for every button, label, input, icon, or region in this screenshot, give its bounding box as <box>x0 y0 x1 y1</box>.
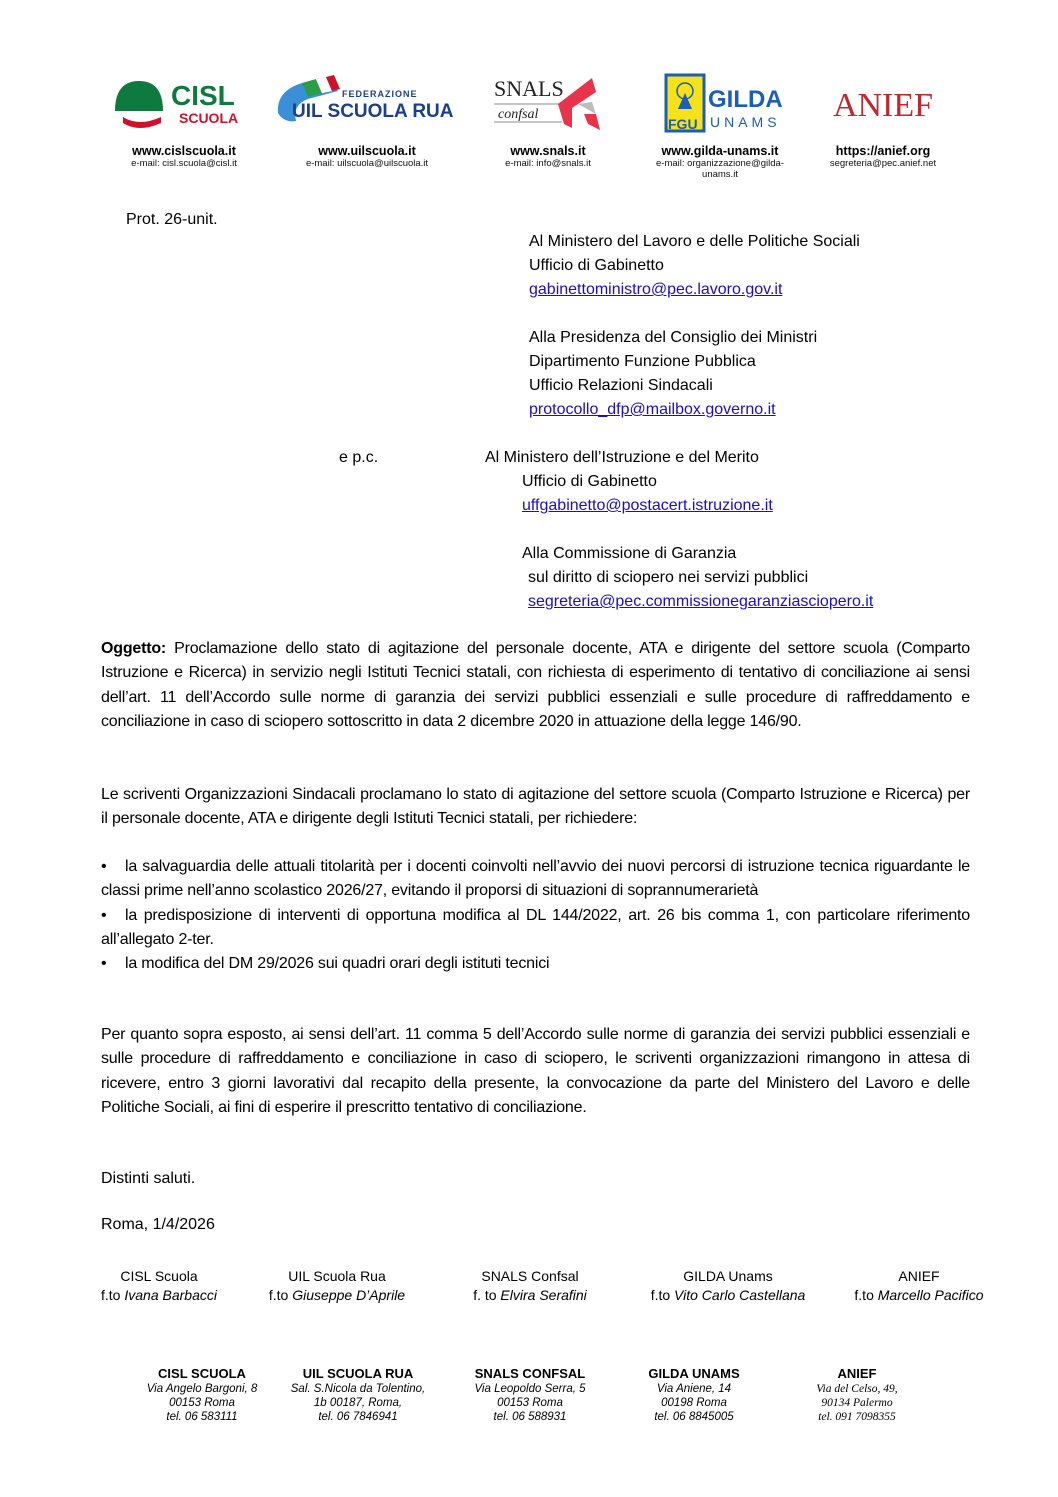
recipient-ministero-lavoro <box>529 230 860 302</box>
recipient-email-link[interactable]: uffgabinetto@postacert.istruzione.it <box>522 497 773 514</box>
gilda-emblem-icon <box>652 73 788 133</box>
anief-email[interactable]: segreteria@pec.anief.net <box>829 158 937 169</box>
svg-text:CISL: CISL <box>171 80 235 111</box>
request-item: • la modifica del DM 29/2026 sui quadri orari degli istituti tecnici <box>101 952 970 976</box>
anief-website[interactable]: https://anief.org <box>835 144 931 158</box>
footer-org: CISL SCUOLA <box>158 1366 246 1381</box>
signature-org: CISL Scuola <box>120 1268 198 1284</box>
recipient-line: sul diritto di sciopero nei servizi pubblici <box>528 569 809 586</box>
snals-logo <box>478 72 618 134</box>
place-date: Roma, 1/4/2026 <box>101 1216 215 1233</box>
bullet-icon: • <box>101 858 107 875</box>
recipient-email-link[interactable]: gabinettoministro@pec.lavoro.gov.it <box>529 281 783 298</box>
footer-org: GILDA UNAMS <box>648 1366 740 1381</box>
recipient-line: Alla Commissione di Garanzia <box>522 545 737 562</box>
cc-label: e p.c. <box>339 449 379 466</box>
uil-website[interactable]: www.uilscuola.it <box>318 144 416 158</box>
request-item: • la salvaguardia delle attuali titolarità per i docenti coinvolti nell’avvio dei nuovi percorsi di istruzione tecnica riguardante le classi prime nell’anno scolastico 2026/27, evitando il proporsi di situazioni di soprannumerarietà <box>101 855 970 904</box>
signatory-name: Ivana Barbacci <box>124 1287 217 1303</box>
recipient-line: Alla Presidenza del Consiglio dei Ministri <box>529 329 818 346</box>
snals-website[interactable]: www.snals.it <box>510 144 586 158</box>
cisl-emblem-icon <box>109 75 259 131</box>
recipient-line: Ufficio di Gabinetto <box>522 473 657 490</box>
signature-org: UIL Scuola Rua <box>288 1268 386 1284</box>
signatory-name: Vito Carlo Castellana <box>674 1287 806 1303</box>
recipient-line: Al Ministero dell’Istruzione e del Merito <box>485 449 759 466</box>
recipient-ministero-istruzione <box>485 446 773 518</box>
gilda-email[interactable]: e-mail: organizzazione@gilda-unams.it <box>656 158 784 180</box>
svg-text:UIL SCUOLA RUA: UIL SCUOLA RUA <box>292 101 454 122</box>
signature-gilda: GILDA Unams f.to Vito Carlo Castellana <box>628 1267 828 1305</box>
org-snals <box>478 72 618 169</box>
anief-emblem-icon <box>823 78 943 128</box>
signatory-name: Marcello Pacifico <box>877 1287 984 1303</box>
snals-email[interactable]: e-mail: info@snals.it <box>505 158 591 169</box>
footer-address-uil: UIL SCUOLA RUA Sal. S.Nicola da Tolentino, 1b 00187, Roma, tel. 06 7846941 <box>286 1366 430 1424</box>
footer-org: SNALS CONFSAL <box>474 1366 586 1381</box>
org-anief <box>808 72 958 169</box>
subject-label: Oggetto: <box>101 640 167 657</box>
bullet-icon: • <box>101 955 107 973</box>
recipient-presidenza-consiglio <box>529 326 817 422</box>
svg-text:confsal: confsal <box>498 107 539 122</box>
closing-paragraph: Per quanto sopra esposto, ai sensi dell’art. 11 comma 5 dell’Accordo sulle norme di garanzia dei servizi pubblici essenziali e sulle procedure di raffreddamento e conciliazione in caso di sciopero, le scriventi organizzazioni rimangono in attesa di ricevere, entro 3 giorni lavorativi dal recapito della presente, la convocazione da parte del Ministero del Lavoro e delle Politiche Sociali, ai fini di esperire il prescritto tentativo di conciliazione. <box>101 1026 970 1116</box>
cisl-email[interactable]: e-mail: cisl.scuola@cisl.it <box>131 158 237 169</box>
svg-text:SCUOLA: SCUOLA <box>179 110 239 126</box>
svg-text:ANIEF: ANIEF <box>832 87 934 124</box>
footer-org: UIL SCUOLA RUA <box>302 1366 414 1381</box>
recipient-commissione-garanzia <box>522 542 873 614</box>
org-uil <box>272 72 462 169</box>
org-cisl <box>104 72 264 169</box>
protocol-number: Prot. 26-unit. <box>126 211 218 228</box>
signature-anief: ANIEF f.to Marcello Pacifico <box>836 1267 1002 1305</box>
recipient-line: Dipartimento Funzione Pubblica <box>529 353 756 370</box>
recipient-line: Ufficio di Gabinetto <box>529 257 664 274</box>
uil-emblem-icon <box>272 73 462 133</box>
signature-snals: SNALS Confsal f. to Elvira Serafini <box>450 1267 610 1305</box>
org-gilda <box>640 72 800 180</box>
svg-text:FGU: FGU <box>668 116 698 132</box>
svg-text:SNALS: SNALS <box>494 76 564 101</box>
intro-paragraph: Le scriventi Organizzazioni Sindacali proclamano lo stato di agitazione del settore scuola (Comparto Istruzione e Ricerca) per il personale docente, ATA e dirigente degli Istituti Tecnici statali, per richiedere: <box>101 786 970 828</box>
salutation: Distinti saluti. <box>101 1170 196 1187</box>
signature-uil: UIL Scuola Rua f.to Giuseppe D’Aprile <box>252 1267 422 1305</box>
footer-address-snals: SNALS CONFSAL Via Leopoldo Serra, 5 00153 Roma tel. 06 588931 <box>460 1366 600 1424</box>
svg-text:FEDERAZIONE: FEDERAZIONE <box>342 89 418 99</box>
snals-emblem-icon <box>492 74 604 132</box>
signature-cisl: CISL Scuola f.to Ivana Barbacci <box>84 1267 234 1305</box>
signature-org: SNALS Confsal <box>481 1268 579 1284</box>
uil-logo <box>272 72 462 134</box>
anief-logo <box>808 72 958 134</box>
bullet-icon: • <box>101 906 107 924</box>
footer-address-cisl: CISL SCUOLA Via Angelo Bargoni, 8 00153 Roma tel. 06 583111 <box>132 1366 272 1424</box>
signature-org: ANIEF <box>898 1268 940 1284</box>
request-item: • la predisposizione di interventi di opportuna modifica al DL 144/2022, art. 26 bis comma 1, con particolare riferimento all’allegato 2-ter. <box>101 904 970 953</box>
gilda-logo <box>640 72 800 134</box>
subject-text: Proclamazione dello stato di agitazione del personale docente, ATA e dirigente del settore scuola (Comparto Istruzione e Ricerca) in servizio negli Istituti Tecnici statali, con richiesta di esperimento di tentativo di conciliazione ai sensi dell’art. 11 dell’Accordo sulle norme di garanzia dei servizi pubblici essenziali e sulle procedure di raffreddamento e conciliazione in caso di sciopero sottoscritto in data 2 dicembre 2020 in attuazione della legge 146/90. <box>101 640 970 730</box>
uil-email[interactable]: e-mail: uilscuola@uilscuola.it <box>305 158 429 169</box>
recipient-email-link[interactable]: segreteria@pec.commissionegaranziasciopero.it <box>528 593 874 610</box>
recipient-email-link[interactable]: protocollo_dfp@mailbox.governo.it <box>529 401 776 418</box>
signatory-name: Giuseppe D’Aprile <box>292 1287 406 1303</box>
footer-address-gilda: GILDA UNAMS Via Aniene, 14 00198 Roma tel. 06 8845005 <box>624 1366 764 1424</box>
footer-address-anief: ANIEF Via del Celso, 49, 90134 Palermo tel. 091 7098355 <box>792 1366 922 1424</box>
requests-list <box>101 855 970 976</box>
recipient-line: Ufficio Relazioni Sindacali <box>529 377 713 394</box>
footer-org: ANIEF <box>837 1366 877 1381</box>
cisl-logo <box>104 72 264 134</box>
signature-org: GILDA Unams <box>683 1268 773 1284</box>
cisl-website[interactable]: www.cislscuola.it <box>132 144 236 158</box>
subject-paragraph <box>101 637 970 734</box>
svg-text:GILDA: GILDA <box>708 86 783 113</box>
svg-text:UNAMS: UNAMS <box>710 114 781 130</box>
signatory-name: Elvira Serafini <box>500 1287 587 1303</box>
recipient-line: Al Ministero del Lavoro e delle Politiche Sociali <box>529 233 860 250</box>
gilda-website[interactable]: www.gilda-unams.it <box>661 144 779 158</box>
